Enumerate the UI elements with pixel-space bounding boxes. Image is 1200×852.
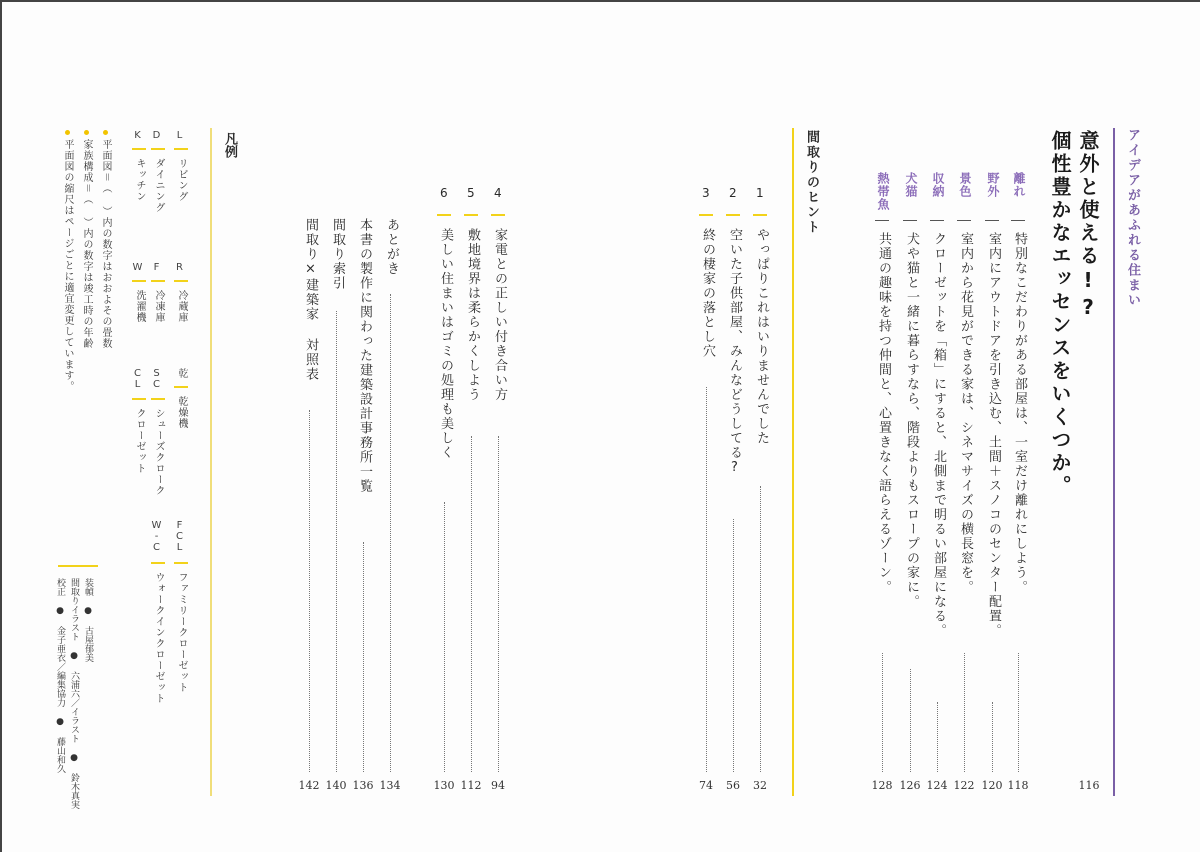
legend-dash [132, 148, 146, 150]
hint-dash [491, 214, 505, 216]
legend-code: D [151, 130, 162, 141]
hint-dash [753, 214, 767, 216]
hint-number: 2 [729, 186, 737, 200]
hint-dash [437, 214, 451, 216]
entry-dash [957, 220, 971, 221]
legend-dash [151, 280, 165, 282]
leader-dots [882, 653, 883, 773]
page-number: 124 [926, 779, 948, 792]
legend-code: CL [132, 368, 143, 390]
toc-extra[interactable]: 間取り索引 [330, 218, 345, 291]
entry-tag: 離れ [1012, 172, 1026, 198]
section1-rule [1113, 128, 1115, 796]
note-text: 平面図＝（ ）内の数字はおおよその畳数 [100, 139, 111, 349]
toc-entry[interactable]: 終の棲家の落とし穴 [700, 228, 715, 359]
leader-dots [1018, 653, 1019, 773]
page-number: 134 [379, 779, 401, 792]
legend-code: FCL [174, 520, 185, 553]
legend-name: 冷蔵庫 [176, 290, 187, 323]
legend-dash [151, 562, 165, 564]
page-number: 56 [726, 779, 740, 792]
leader-dots [444, 502, 445, 772]
legend-name: 乾燥機 [176, 396, 187, 429]
entry-tag: 収納 [931, 172, 945, 198]
credit-line: 間取りイラスト ● 六浦六／イラスト ● 鈴木真実 [69, 578, 79, 809]
legend-code: 乾 [176, 368, 187, 378]
legend-name: キッチン [134, 158, 145, 202]
bullet-icon [103, 130, 108, 135]
bullet-icon [65, 130, 70, 135]
hint-dash [726, 214, 740, 216]
leader-dots [733, 519, 734, 773]
page-number: 140 [325, 779, 347, 792]
page-number: 74 [699, 779, 713, 792]
legend-name: 洗濯機 [134, 290, 145, 323]
legend-rule [210, 128, 212, 796]
section1-label: アイデアがあふれる住まい [1125, 128, 1140, 308]
credits-divider [58, 565, 98, 567]
legend-code: L [174, 130, 185, 141]
legend-dash [132, 280, 146, 282]
legend-name: クローゼット [134, 408, 145, 474]
toc-extra[interactable]: 本書の製作に関わった建築設計事務所一覧 [357, 218, 372, 494]
legend-dash [174, 148, 188, 150]
legend-name: ファミリークローゼット [176, 572, 187, 693]
note-text: 家族構成＝（ ）内の数字は竣工時の年齢 [81, 139, 92, 349]
page-number: 122 [953, 779, 975, 792]
legend-note [98, 130, 113, 349]
toc-entry[interactable]: 犬や猫と一緒に暮らすなら、階段よりもスロープの家に。 [904, 232, 919, 609]
hint-dash [464, 214, 478, 216]
page-number: 126 [899, 779, 921, 792]
note-text: 平面図の縮尺はページごとに適宜変更しています。 [62, 139, 73, 392]
leader-dots [390, 294, 391, 772]
entry-dash [903, 220, 917, 221]
hint-number: 5 [467, 186, 475, 200]
legend-dash [174, 562, 188, 564]
section2-label: 間取りのヒント [804, 130, 819, 235]
legend-code: R [174, 262, 185, 273]
legend-dash [174, 386, 188, 388]
toc-entry[interactable]: 空いた子供部屋、みんなどうしてる? [727, 228, 742, 477]
page-number: 136 [352, 779, 374, 792]
page-number: 120 [981, 779, 1003, 792]
legend-code: SC [151, 368, 162, 390]
toc-entry[interactable]: やっぱりこれはいりませんでした [754, 228, 769, 446]
toc-entry[interactable]: 特別なこだわりがある部屋は、一室だけ離れにしよう。 [1012, 232, 1027, 595]
toc-extra[interactable]: あとがき [384, 218, 399, 276]
leader-dots [760, 486, 761, 773]
legend-name: シューズクローク [153, 408, 164, 496]
bullet-icon [84, 130, 89, 135]
page-number: 94 [491, 779, 505, 792]
toc-entry[interactable]: 家電との正しい付き合い方 [492, 228, 507, 402]
legend-note [79, 130, 94, 349]
credit-line: 校正 ● 金子亜衣／編集協力 ● 藤山和久 [55, 578, 65, 773]
leader-dots [706, 387, 707, 773]
entry-dash [875, 220, 889, 221]
entry-tag: 犬猫 [904, 172, 918, 198]
entry-dash [985, 220, 999, 221]
toc-entry[interactable]: 美しい住まいはゴミの処理も美しく [438, 228, 453, 460]
legend-code: F [151, 262, 162, 273]
leader-dots [336, 311, 337, 773]
legend-name: ダイニング [153, 158, 164, 213]
hint-number: 3 [702, 186, 710, 200]
legend-name: 冷凍庫 [153, 290, 164, 323]
page-number: 32 [753, 779, 767, 792]
legend-name: リビング [176, 158, 187, 202]
hint-dash [699, 214, 713, 216]
legend-code: W-C [151, 520, 162, 553]
legend-note [60, 130, 75, 392]
legend-name: ウォークインクローゼット [153, 572, 164, 704]
toc-entry[interactable]: クローゼットを「箱」にすると、北側まで明るい部屋になる。 [931, 232, 946, 638]
toc-entry[interactable]: 室内から花見ができる家は、シネマサイズの横長窓を。 [958, 232, 973, 595]
section1-title-line1: 意外と使える!? [1076, 130, 1100, 322]
legend-code: W [132, 262, 143, 273]
entry-dash [930, 220, 944, 221]
entry-tag: 景色 [958, 172, 972, 198]
entry-dash [1011, 220, 1025, 221]
toc-entry[interactable]: 敷地境界は柔らかくしよう [465, 228, 480, 402]
toc-extra[interactable]: 間取り×建築家 対照表 [303, 218, 318, 382]
entry-tag: 熱帯魚 [876, 172, 890, 211]
leader-dots [363, 542, 364, 773]
page-number: 128 [871, 779, 893, 792]
legend-code: K [132, 130, 143, 141]
section1-title-line2: 個性豊かなエッセンスをいくつか。 [1048, 130, 1072, 498]
toc-entry[interactable]: 共通の趣味を持つ仲間と、心置きなく語らえるゾーン。 [876, 232, 891, 595]
page-number: 118 [1007, 779, 1029, 792]
leader-dots [498, 436, 499, 772]
section2-rule [792, 128, 794, 796]
page-number: 112 [460, 779, 482, 792]
leader-dots [471, 436, 472, 772]
legend-dash [151, 398, 165, 400]
page-number: 130 [433, 779, 455, 792]
section1-title-page: 116 [1078, 779, 1100, 792]
leader-dots [964, 653, 965, 773]
hint-number: 1 [756, 186, 764, 200]
credit-line: 装幀 ● 古屋郁美 [83, 578, 93, 662]
leader-dots [937, 702, 938, 772]
entry-tag: 野外 [986, 172, 1000, 198]
toc-entry[interactable]: 室内にアウトドアを引き込む、土間＋スノコのセンター配置。 [986, 232, 1001, 638]
leader-dots [992, 702, 993, 772]
hint-number: 6 [440, 186, 448, 200]
hint-number: 4 [494, 186, 502, 200]
legend-dash [151, 148, 165, 150]
legend-dash [132, 398, 146, 400]
leader-dots [309, 410, 310, 773]
legend-dash [174, 280, 188, 282]
legend-label: 凡例 [222, 132, 237, 158]
page-number: 142 [298, 779, 320, 792]
leader-dots [910, 669, 911, 772]
